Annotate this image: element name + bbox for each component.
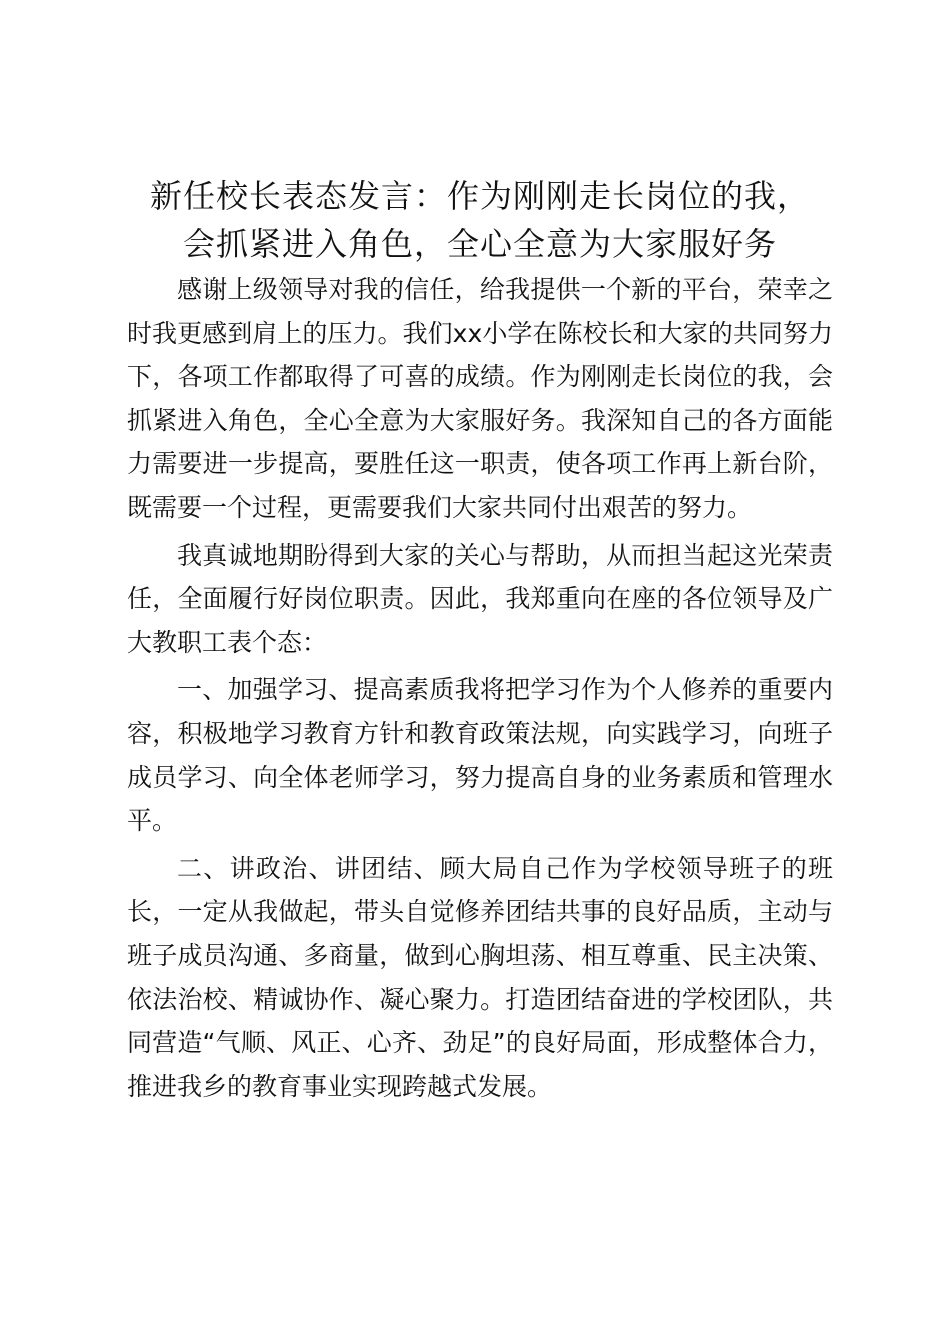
paragraph-point-two: 二、讲政治、讲团结、顾大局自己作为学校领导班子的班长，一定从我做起，带头自觉修养团结共事的良好品质，主动与班子成员沟通、多商量，做到心胸坦荡、相互尊重、民主决策、依法治校、精诚协作、凝心聚力。打造团结奋进的学校团队，共同营造“气顺、风正、心齐、劲足”的良好局面，形成整体合力，推进我乡的教育事业实现跨越式发展。 (127, 853, 833, 1101)
title-line-1: 新任校长表态发言：作为刚刚走长岗位的我， (149, 177, 810, 215)
document-body (127, 172, 833, 1108)
document-title (127, 172, 833, 268)
paragraph-intro: 感谢上级领导对我的信任，给我提供一个新的平台，荣幸之时我更感到肩上的压力。我们xx小学在陈校长和大家的共同努力下，各项工作都取得了可喜的成绩。作为刚刚走长岗位的我，会抓紧进入角色，全心全意为大家服好务。我深知自己的各方面能力需要进一步提高，要胜任这一职责，使各项工作再上新台阶，既需要一个过程，更需要我们大家共同付出艰苦的努力。 (127, 275, 833, 522)
paragraph-point-one: 一、加强学习、提高素质我将把学习作为个人修养的重要内容，积极地学习教育方针和教育政策法规，向实践学习，向班子成员学习、向全体老师学习，努力提高自身的业务素质和管理水平。 (127, 675, 833, 836)
paragraph-commitment: 我真诚地期盼得到大家的关心与帮助，从而担当起这光荣责任，全面履行好岗位职责。因此，我郑重向在座的各位领导及广大教职工表个态： (127, 540, 833, 657)
title-line-2: 会抓紧进入角色，全心全意为大家服好务 (182, 225, 777, 263)
